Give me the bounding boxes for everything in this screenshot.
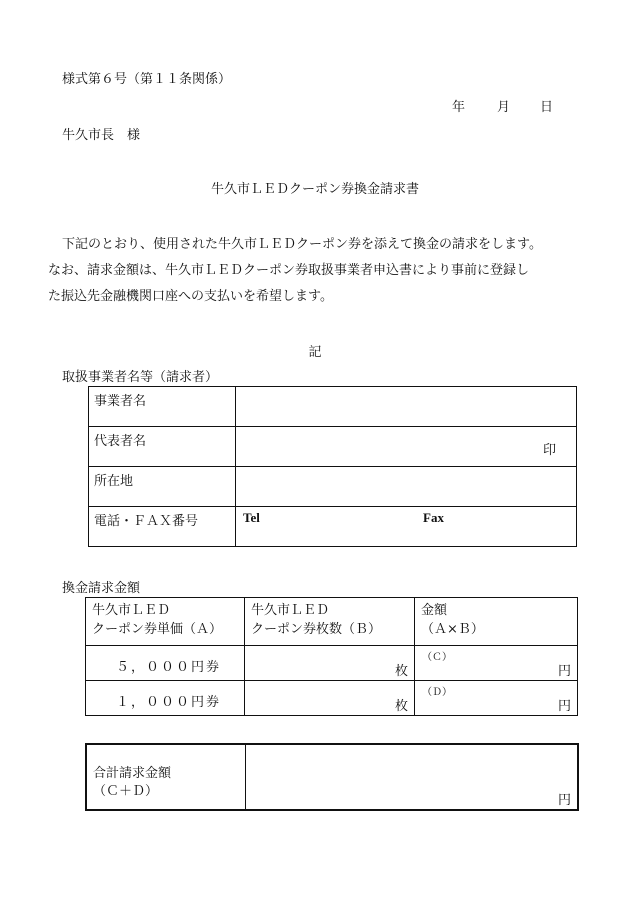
amounts-table xyxy=(85,597,578,716)
count-header xyxy=(245,598,415,646)
header-line: クーポン券枚数（Ｂ） xyxy=(251,622,382,637)
price-cell xyxy=(86,681,245,716)
form-number: 様式第６号（第１１条関係） xyxy=(62,72,232,87)
address-field[interactable] xyxy=(236,467,577,507)
date-month-label: 月 xyxy=(497,100,511,115)
total-amount-field[interactable] xyxy=(245,744,578,810)
note-d: （Ｄ） xyxy=(422,687,452,698)
total-label xyxy=(93,765,171,801)
table-row xyxy=(89,467,577,507)
price-cell xyxy=(86,646,245,681)
amount-section-label: 換金請求金額 xyxy=(62,581,141,596)
date-day-label: 日 xyxy=(540,100,554,115)
header-line: 牛久市ＬＥＤ xyxy=(92,603,171,618)
unit-price-header xyxy=(86,598,245,646)
ki-heading: 記 xyxy=(308,345,322,360)
table-row xyxy=(89,427,577,467)
header-line: クーポン券単価（Ａ） xyxy=(92,622,223,637)
applicant-table xyxy=(88,386,577,547)
phone-fax-field[interactable] xyxy=(236,507,577,547)
business-name-field[interactable] xyxy=(236,387,577,427)
price-1000: １，０００円券 xyxy=(116,695,222,710)
body-line-3: た振込先金融機関口座への支払いを希望します。 xyxy=(48,289,333,304)
amount-d-field[interactable] xyxy=(415,681,578,716)
representative-label: 代表者名 xyxy=(89,427,236,467)
total-label-line: （Ｃ＋Ｄ） xyxy=(93,784,159,799)
applicant-section-label: 取扱事業者名等（請求者） xyxy=(62,370,219,385)
total-table xyxy=(85,743,579,811)
addressee: 牛久市長 様 xyxy=(62,128,141,143)
body-line-1: 下記のとおり、使用された牛久市ＬＥＤクーポン券を添えて換金の請求をします。 xyxy=(62,237,542,252)
amount-header xyxy=(415,598,578,646)
sheet-unit: 枚 xyxy=(394,699,408,714)
yen-unit: 円 xyxy=(557,793,571,808)
header-line: 牛久市ＬＥＤ xyxy=(251,603,330,618)
fax-label: Fax xyxy=(423,510,444,525)
header-line: 金額 xyxy=(421,603,448,618)
body-text xyxy=(48,232,588,310)
table-row xyxy=(89,387,577,427)
address-label: 所在地 xyxy=(89,467,236,507)
business-name-label: 事業者名 xyxy=(89,387,236,427)
note-c: （Ｃ） xyxy=(422,652,452,663)
yen-unit: 円 xyxy=(557,699,571,714)
count-1000-field[interactable] xyxy=(245,681,415,716)
price-5000: ５，０００円券 xyxy=(116,660,222,675)
table-row xyxy=(89,507,577,547)
date-year-label: 年 xyxy=(452,100,466,115)
total-label-line: 合計請求金額 xyxy=(93,766,172,781)
yen-unit: 円 xyxy=(557,664,571,679)
body-line-2: なお、請求金額は、牛久市ＬＥＤクーポン券取扱事業者申込書により事前に登録し xyxy=(48,263,530,278)
table-header-row xyxy=(86,598,578,646)
table-row xyxy=(86,681,578,716)
document-title: 牛久市ＬＥＤクーポン券換金請求書 xyxy=(210,182,419,197)
phone-fax-label: 電話・ＦＡＸ番号 xyxy=(89,507,236,547)
amount-c-field[interactable] xyxy=(415,646,578,681)
header-line: （Ａ×Ｂ） xyxy=(421,622,484,637)
total-label-cell xyxy=(86,744,245,810)
table-row xyxy=(86,646,578,681)
sheet-unit: 枚 xyxy=(394,664,408,679)
count-5000-field[interactable] xyxy=(245,646,415,681)
tel-label: Tel xyxy=(243,510,260,525)
representative-field[interactable] xyxy=(236,427,577,467)
seal-mark: 印 xyxy=(542,443,556,458)
table-row xyxy=(86,744,578,810)
